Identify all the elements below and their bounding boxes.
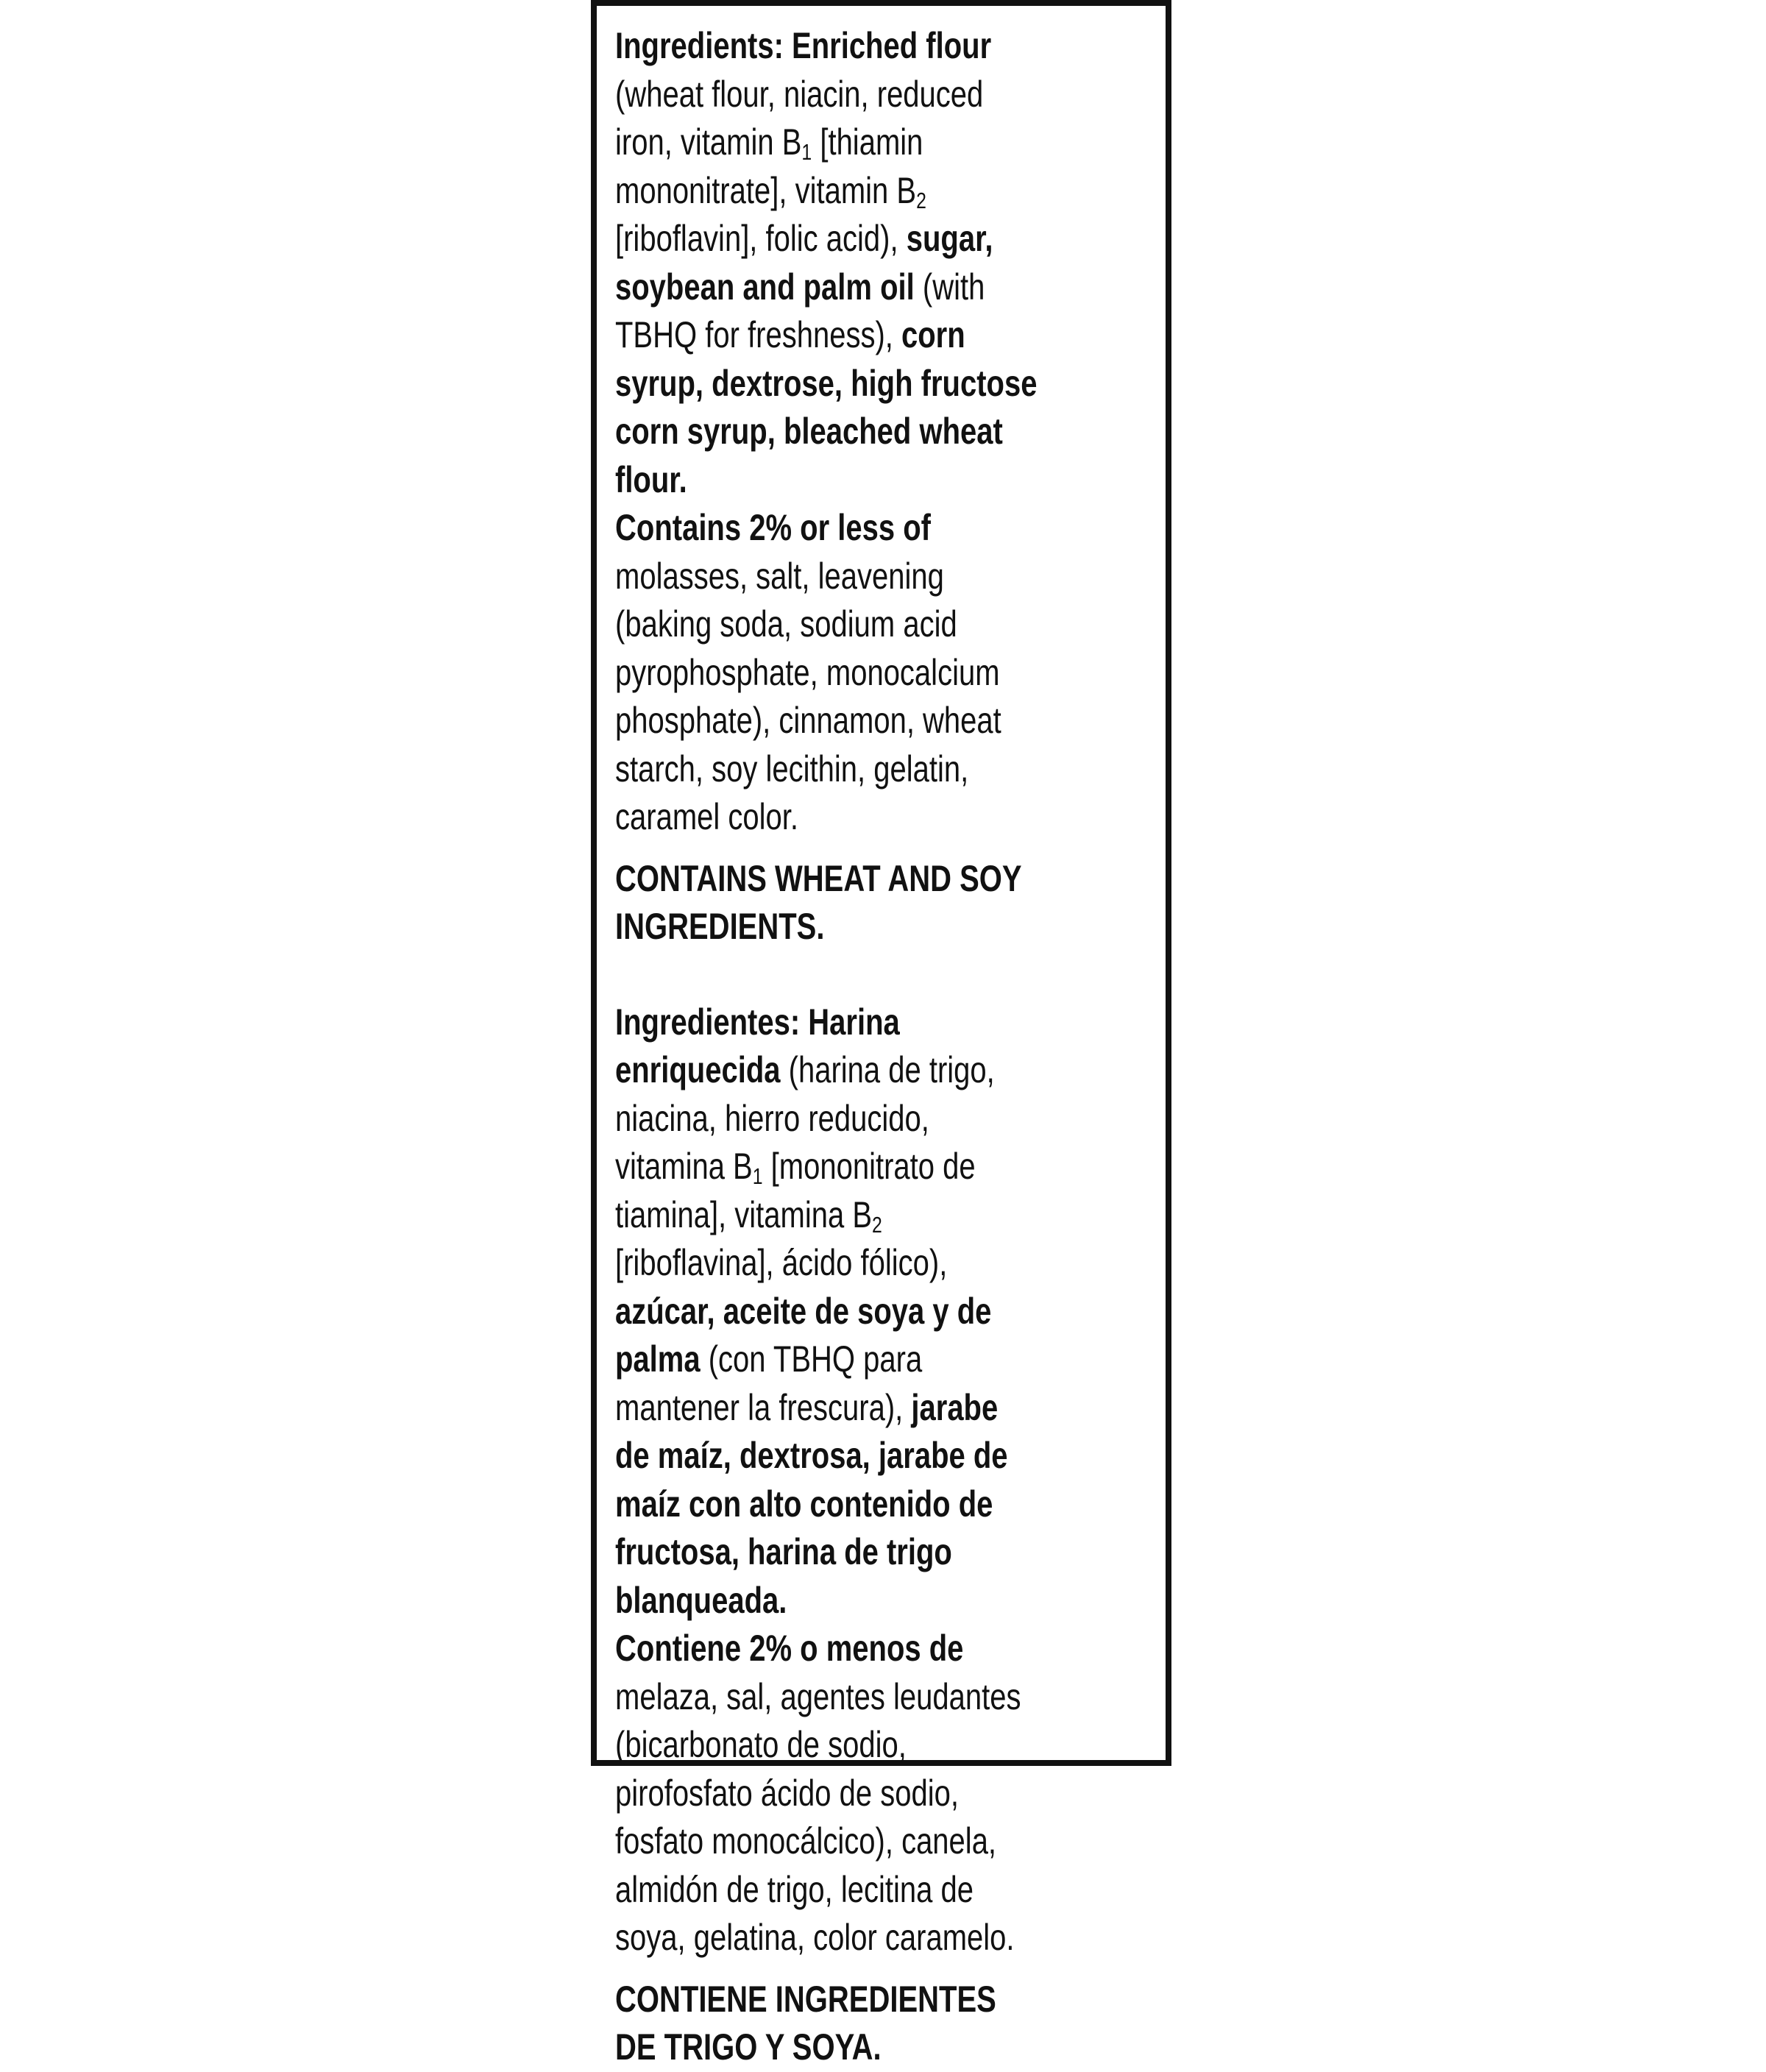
spanish-minor-ingredients-text: melaza, sal, agentes leudantes (bicarbonato de sodio, pirofosfato ácido de sodio, fosfato monocálcico), canela, almidón de trigo, lecitina de soya, gelatina, color caramelo. [615,1675,1021,1958]
vitamin-subscript: 1 [752,1163,763,1189]
vitamin-subscript: 2 [872,1211,882,1238]
english-minor-heading: Contains 2% or less of [615,507,931,548]
english-ingredients-text: (wheat flour, niacin, reduced iron, vitamin B [615,73,984,163]
spanish-ingredients-text: (harina de trigo, niacina, hierro reducido, vitamina B [615,1049,995,1187]
spanish-major-ingredients: azúcar, aceite de soya y de palma [615,1290,992,1380]
english-major-ingredients: corn syrup, dextrose, high fructose corn syrup, bleached wheat flour. [615,314,1038,500]
spanish-ingredients-text: [mononitrato de tiamina], vitamina B [615,1146,976,1235]
english-ingredients-paragraph [615,22,1039,504]
spanish-ingredients-heading: Ingredientes: Harina enriquecida [615,1001,900,1090]
english-ingredients-text: [riboflavin], folic acid), [615,218,907,259]
english-ingredients-heading: Ingredients: Enriched flour [615,25,992,66]
vitamin-subscript: 2 [916,187,926,213]
spanish-allergen-statement: CONTIENE INGREDIENTES DE TRIGO Y SOYA. [615,1978,996,2068]
english-minor-ingredients-paragraph [615,504,1039,842]
english-ingredients-text: (with TBHQ for freshness), [615,266,985,355]
english-allergen-statement: CONTAINS WHEAT AND SOY INGREDIENTS. [615,857,1021,947]
english-major-ingredients: sugar, soybean and palm oil [615,218,993,308]
spanish-ingredients-paragraph [615,998,1039,1625]
ingredients-text-block [615,22,1039,2072]
english-minor-ingredients-text: molasses, salt, leavening (baking soda, sodium acid pyrophosphate, monocalcium phosphate), cinnamon, wheat starch, soy lecithin, gelatin, caramel color. [615,555,1001,837]
ingredients-label-panel [591,0,1171,2068]
vitamin-subscript: 1 [801,138,812,165]
english-ingredients-text: [thiamin mononitrate], vitamin B [615,121,923,211]
spanish-minor-ingredients-paragraph [615,1625,1039,1962]
spanish-major-ingredients: jarabe de maíz, dextrosa, jarabe de maíz con alto contenido de fructosa, harina de trigo blanqueada. [615,1386,1008,1621]
spanish-minor-heading: Contiene 2% o menos de [615,1628,964,1669]
spanish-ingredients-text: [riboflavina], ácido fólico), [615,1242,948,1283]
spanish-ingredients-text: (con TBHQ para mantener la frescura), [615,1338,923,1428]
